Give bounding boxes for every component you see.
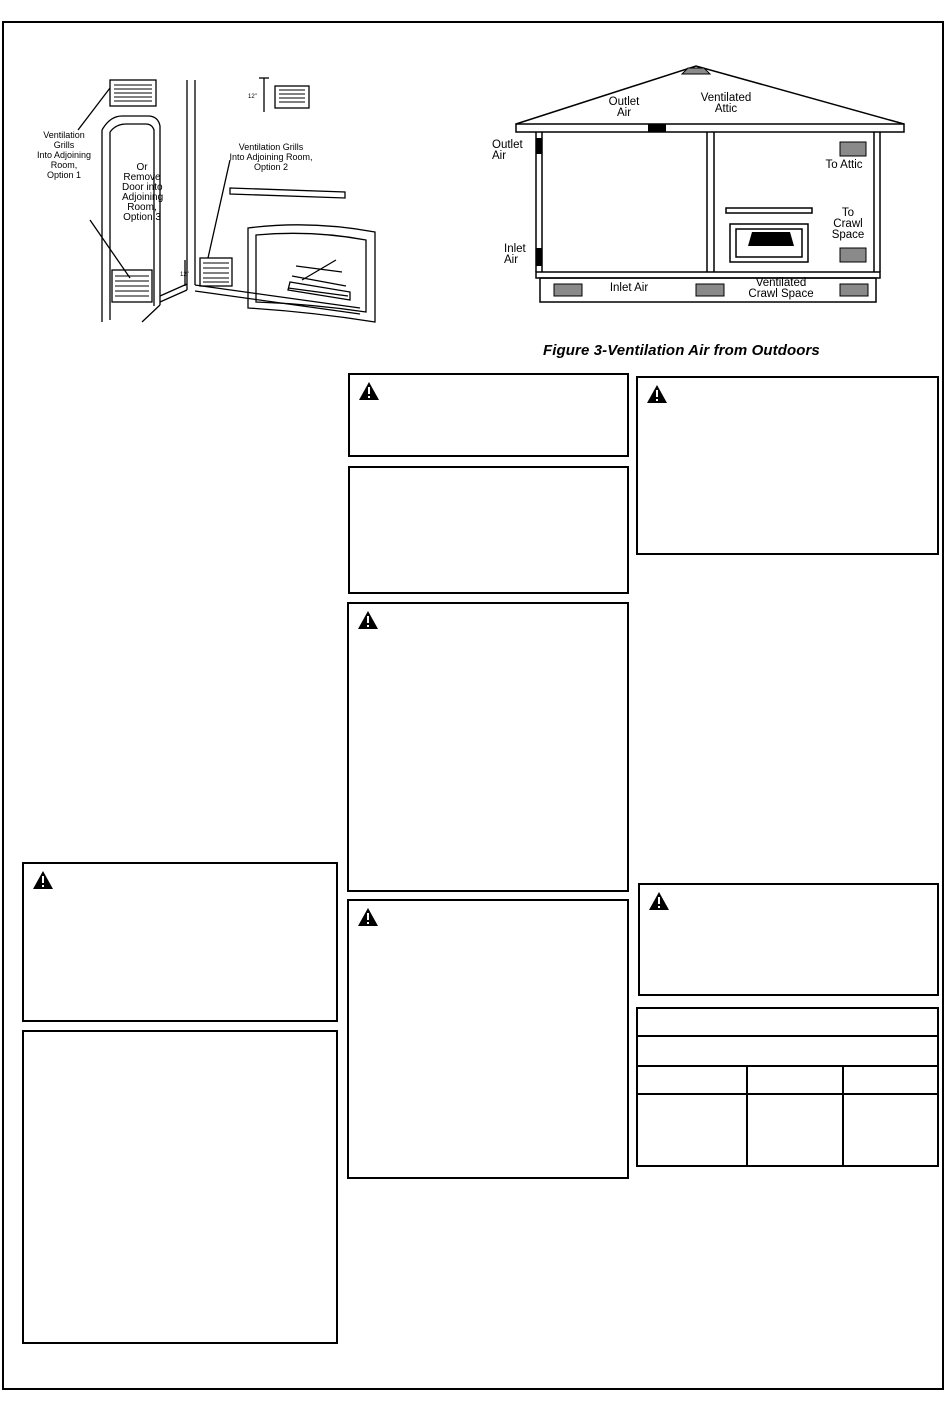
table-cell <box>843 1094 938 1166</box>
label-outlet-air-wall: Outlet Air <box>492 139 523 162</box>
label-ventilated-crawl-space: Ventilated Crawl Space <box>748 277 814 300</box>
warning-triangle-icon <box>32 870 54 890</box>
table-subheader-row <box>637 1036 938 1066</box>
label-remove-door: Or Remove Door into Adjoining Room, Option 3 <box>122 162 164 223</box>
label-inlet-air-crawl: Inlet Air <box>609 282 649 294</box>
note-box-2 <box>22 1030 338 1344</box>
warning-box-5 <box>638 883 939 996</box>
figure-indoor-ventilation <box>30 60 410 330</box>
warning-box-1 <box>348 373 629 457</box>
note-box-1 <box>348 466 629 594</box>
table-cell <box>747 1094 843 1166</box>
label-inlet-air-wall: Inlet Air <box>504 243 526 266</box>
warning-triangle-icon <box>357 907 379 927</box>
figure-house-ventilation <box>490 60 920 320</box>
label-option-1: Ventilation Grills Into Adjoining Room, Option 1 <box>36 130 92 180</box>
warning-box-6 <box>22 862 338 1022</box>
warning-box-4 <box>636 376 939 555</box>
dimension-top: 12" <box>248 94 257 100</box>
label-to-attic: To Attic <box>825 159 863 171</box>
indoor-room-drawing <box>30 60 410 330</box>
warning-triangle-icon <box>357 610 379 630</box>
warning-box-3 <box>347 899 629 1179</box>
table-column-header <box>637 1066 747 1094</box>
spec-table <box>636 1007 939 1167</box>
label-option-2: Ventilation Grills Into Adjoining Room, Option 2 <box>229 142 313 172</box>
label-ventilated-attic: Ventilated Attic <box>700 92 752 115</box>
table-column-header <box>843 1066 938 1094</box>
table-header-row <box>637 1008 938 1036</box>
label-outlet-air-roof: Outlet Air <box>608 96 640 119</box>
label-to-crawl-space: To Crawl Space <box>831 207 865 241</box>
warning-box-2 <box>347 602 629 892</box>
warning-triangle-icon <box>358 381 380 401</box>
table-column-header <box>747 1066 843 1094</box>
dimension-bottom: 12" <box>180 272 189 278</box>
warning-triangle-icon <box>648 891 670 911</box>
table-cell <box>637 1094 747 1166</box>
figure-caption: Figure 3-Ventilation Air from Outdoors <box>543 342 820 359</box>
warning-triangle-icon <box>646 384 668 404</box>
